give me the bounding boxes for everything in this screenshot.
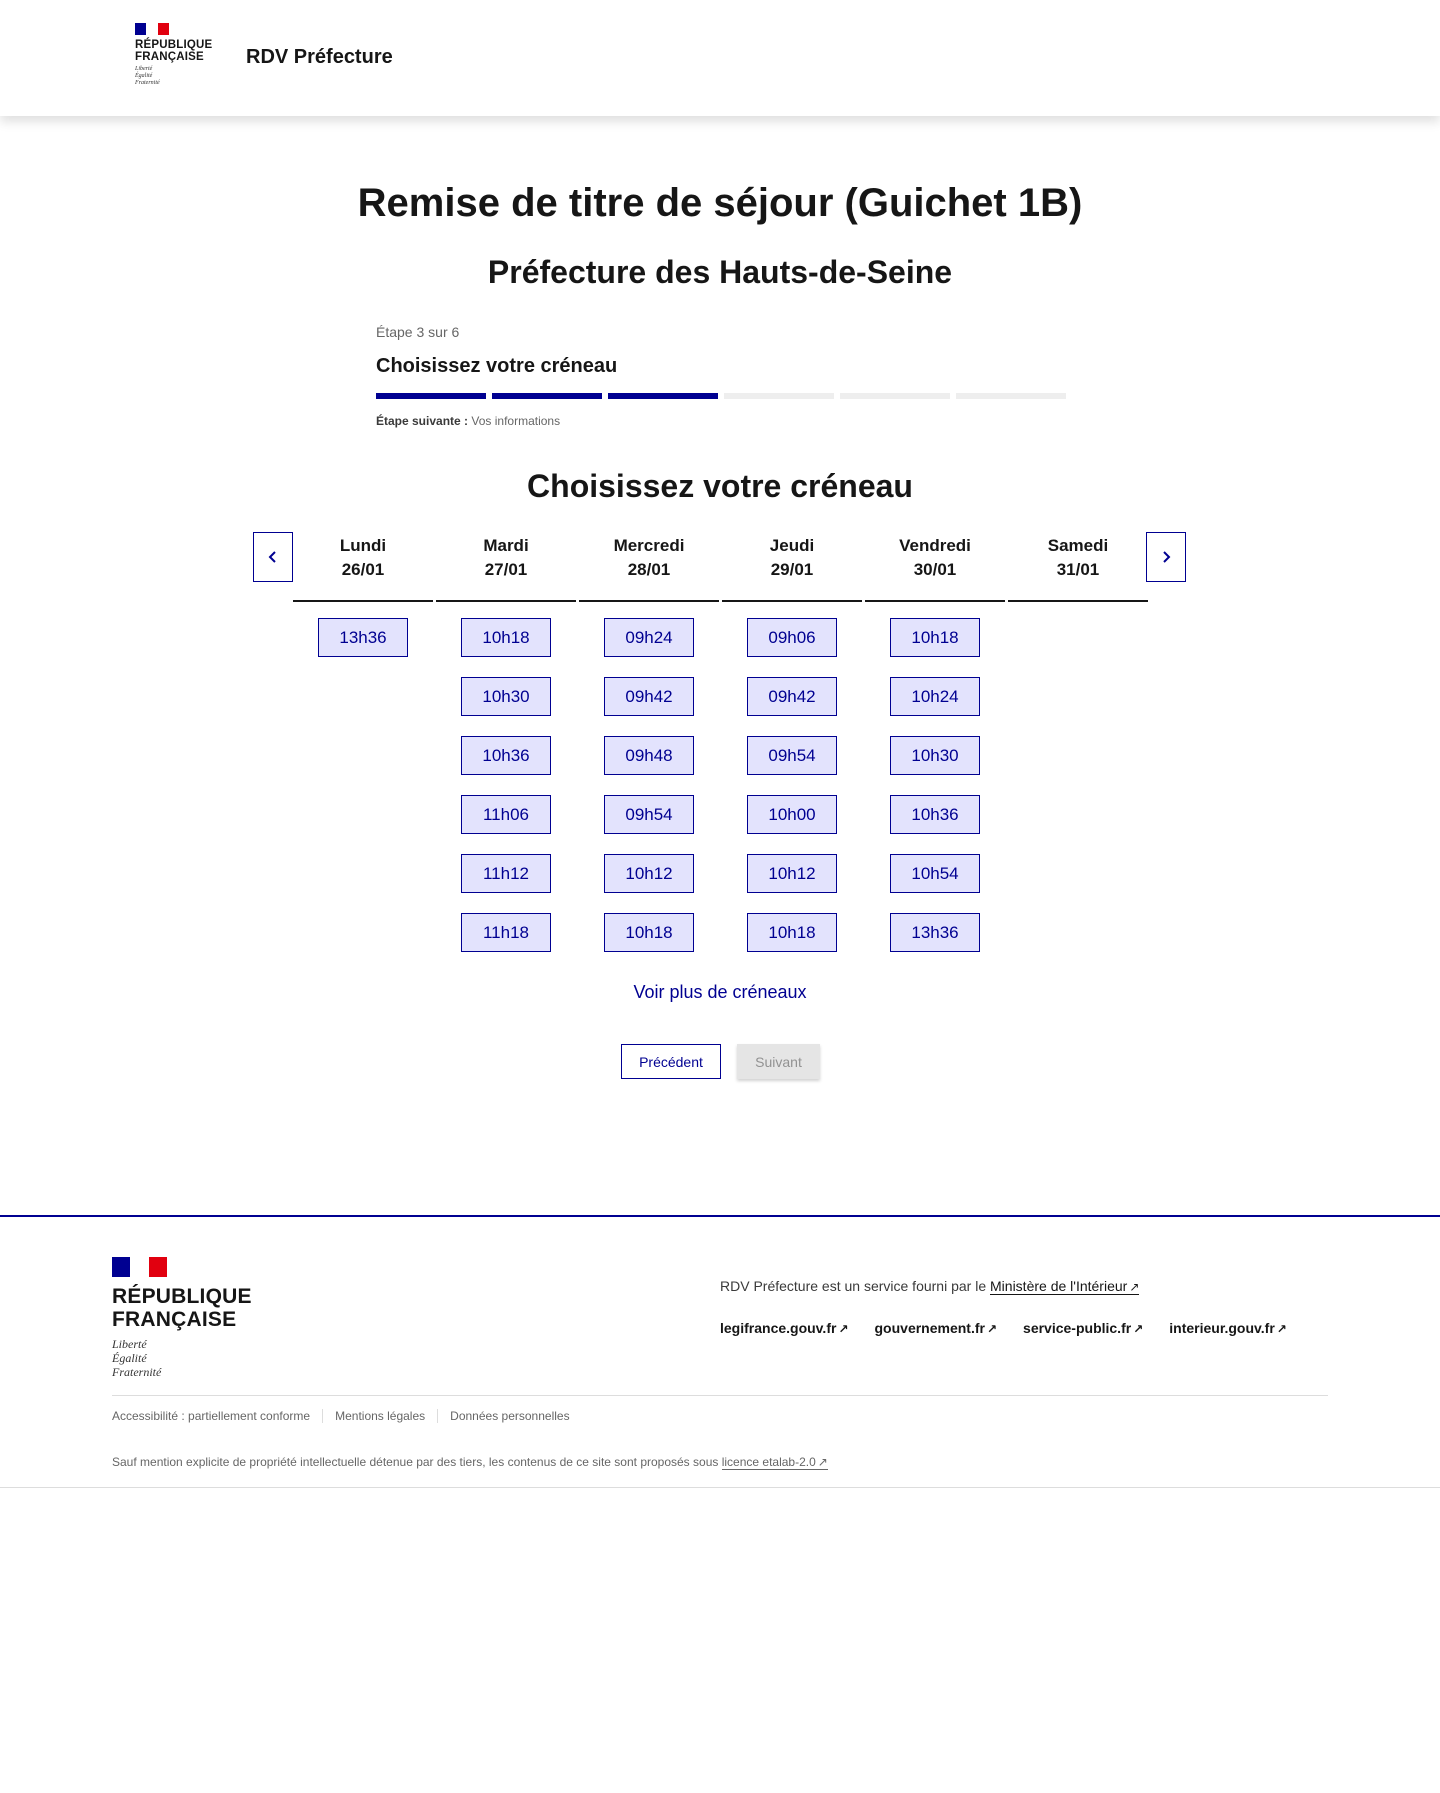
stepper-state: Étape 3 sur 6 xyxy=(376,324,460,340)
stepper-next-value: Vos informations xyxy=(471,414,561,428)
day-name: Mardi xyxy=(483,536,529,555)
time-slot-button[interactable]: 10h36 xyxy=(890,795,980,834)
motto-egalite: Égalité xyxy=(135,73,153,79)
time-slot-button[interactable]: 10h12 xyxy=(747,854,837,893)
day-name: Mercredi xyxy=(613,536,685,555)
day-date: 28/01 xyxy=(627,560,671,579)
time-slot-button[interactable]: 13h36 xyxy=(318,618,408,657)
motto-egalite: Égalité xyxy=(112,1351,147,1365)
header xyxy=(0,0,1440,116)
footer xyxy=(0,1215,1440,1488)
day-date: 29/01 xyxy=(770,560,814,579)
footer-logo-line-2: FRANÇAISE xyxy=(112,1308,237,1331)
day-name: Samedi xyxy=(1047,536,1109,555)
ministere-link-label[interactable]: Ministère de l'Intérieur xyxy=(990,1278,1128,1294)
footer-link-legifrance[interactable] xyxy=(720,1320,849,1336)
motto-fraternite: Fraternité xyxy=(135,80,160,86)
footer-link-gouvernement[interactable] xyxy=(875,1320,998,1336)
day-name: Vendredi xyxy=(899,536,971,555)
footer-logo[interactable] xyxy=(112,1257,252,1379)
day-header xyxy=(293,532,433,602)
more-slots-link-label[interactable]: Voir plus de créneaux xyxy=(633,982,807,1002)
footer-bottom-links xyxy=(112,1409,582,1423)
time-slot-button[interactable]: 10h12 xyxy=(604,854,694,893)
slot-list xyxy=(865,618,1005,952)
footer-motto xyxy=(112,1337,252,1379)
day-column xyxy=(293,532,433,657)
time-slot-button[interactable]: 09h06 xyxy=(747,618,837,657)
time-slot-button[interactable]: 10h18 xyxy=(747,913,837,952)
next-week-button[interactable] xyxy=(1146,532,1186,582)
day-name: Lundi xyxy=(339,536,387,555)
republique-francaise-logo[interactable] xyxy=(135,23,215,87)
time-slot-button[interactable]: 10h36 xyxy=(461,736,551,775)
footer-link-label[interactable]: gouvernement.fr xyxy=(874,1320,985,1336)
time-slot-button[interactable]: 09h42 xyxy=(747,677,837,716)
time-slot-button[interactable]: 10h00 xyxy=(747,795,837,834)
stepper-segment xyxy=(956,393,1066,399)
day-name: Jeudi xyxy=(769,536,815,555)
day-date: 26/01 xyxy=(341,560,385,579)
more-slots-link[interactable] xyxy=(0,982,1440,1003)
previous-week-button[interactable] xyxy=(253,532,293,582)
legal-notice-link[interactable]: Mentions légales xyxy=(322,1409,437,1423)
stepper-segment xyxy=(492,393,602,399)
time-slot-button[interactable]: 11h12 xyxy=(461,854,551,893)
stepper-progress xyxy=(376,393,1066,399)
footer-link-label[interactable]: interieur.gouv.fr xyxy=(1169,1320,1275,1336)
external-link-icon: ↗ xyxy=(817,1455,828,1469)
motto-liberte: Liberté xyxy=(112,1337,147,1351)
license-text: Sauf mention explicite de propriété intellectuelle détenue par des tiers, les contenus de ce site sont proposés sous xyxy=(112,1455,719,1469)
stepper-segment xyxy=(608,393,718,399)
footer-logo-text xyxy=(112,1285,252,1331)
footer-logo-line-1: RÉPUBLIQUE xyxy=(112,1285,252,1308)
footer-links xyxy=(720,1320,1287,1336)
day-header xyxy=(436,532,576,602)
time-slot-button[interactable]: 13h36 xyxy=(890,913,980,952)
logo-line-2: FRANÇAISE xyxy=(135,51,204,63)
motto-liberte: Liberté xyxy=(135,66,153,72)
stepper-next-step xyxy=(376,414,1066,428)
page-subtitle: Préfecture des Hauts-de-Seine xyxy=(487,254,953,290)
time-slot-button[interactable]: 09h24 xyxy=(604,618,694,657)
time-slot-button[interactable]: 10h24 xyxy=(890,677,980,716)
day-column xyxy=(1008,532,1148,618)
time-slot-button[interactable]: 11h18 xyxy=(461,913,551,952)
previous-button[interactable]: Précédent xyxy=(621,1044,721,1079)
stepper-title: Choisissez votre créneau xyxy=(376,355,618,377)
day-column xyxy=(579,532,719,952)
slot-list xyxy=(579,618,719,952)
slot-list xyxy=(293,618,433,657)
external-link-icon: ↗ xyxy=(986,1322,998,1336)
footer-description xyxy=(720,1278,1139,1294)
day-column xyxy=(865,532,1005,952)
time-slot-button[interactable]: 09h54 xyxy=(604,795,694,834)
next-button-disabled[interactable]: Suivant xyxy=(737,1044,820,1079)
logo-line-1: RÉPUBLIQUE xyxy=(135,39,213,51)
time-slot-button[interactable]: 09h54 xyxy=(747,736,837,775)
stepper-segment xyxy=(724,393,834,399)
footer-link-label[interactable]: service-public.fr xyxy=(1023,1320,1132,1336)
license-link[interactable] xyxy=(722,1455,828,1470)
license-link-label[interactable]: licence etalab-2.0 xyxy=(721,1455,816,1469)
stepper-next-label: Étape suivante : xyxy=(376,414,469,428)
day-date: 30/01 xyxy=(913,560,957,579)
time-slot-button[interactable]: 09h48 xyxy=(604,736,694,775)
slot-list xyxy=(436,618,576,952)
slot-list xyxy=(722,618,862,952)
day-header xyxy=(579,532,719,602)
motto xyxy=(135,66,215,87)
calendar-heading: Choisissez votre créneau xyxy=(527,468,913,504)
logo-text xyxy=(135,39,215,63)
time-slot-button[interactable]: 09h42 xyxy=(604,677,694,716)
marianne-flag-icon xyxy=(112,1257,167,1277)
time-slot-button[interactable]: 11h06 xyxy=(461,795,551,834)
external-link-icon: ↗ xyxy=(838,1322,849,1336)
accessibility-link[interactable]: Accessibilité : partiellement conforme xyxy=(112,1409,311,1423)
external-link-icon: ↗ xyxy=(1133,1322,1144,1336)
external-link-icon: ↗ xyxy=(1276,1322,1287,1336)
stepper xyxy=(376,324,1066,428)
day-column xyxy=(436,532,576,952)
external-link-icon: ↗ xyxy=(1129,1280,1140,1294)
chevron-right-icon xyxy=(1159,550,1173,564)
day-date: 31/01 xyxy=(1056,560,1100,579)
footer-license xyxy=(112,1455,828,1469)
time-slot-button[interactable]: 10h30 xyxy=(890,736,980,775)
day-header xyxy=(722,532,862,602)
page-title: Remise de titre de séjour (Guichet 1B) xyxy=(357,181,1083,225)
personal-data-link[interactable]: Données personnelles xyxy=(437,1409,581,1423)
time-slot-button[interactable]: 10h18 xyxy=(890,618,980,657)
day-header xyxy=(865,532,1005,602)
footer-link-interieur[interactable] xyxy=(1169,1320,1287,1336)
time-slot-button[interactable]: 10h18 xyxy=(461,618,551,657)
time-slot-button[interactable]: 10h30 xyxy=(461,677,551,716)
service-name[interactable]: RDV Préfecture xyxy=(246,46,393,68)
day-date: 27/01 xyxy=(484,560,528,579)
footer-link-label[interactable]: legifrance.gouv.fr xyxy=(720,1320,837,1336)
time-slot-button[interactable]: 10h18 xyxy=(604,913,694,952)
ministere-link[interactable] xyxy=(990,1278,1139,1295)
stepper-segment xyxy=(840,393,950,399)
marianne-flag-icon xyxy=(135,23,169,35)
footer-description-text: RDV Préfecture est un service fourni par le xyxy=(720,1278,987,1294)
footer-link-service-public[interactable] xyxy=(1023,1320,1143,1336)
footer-divider xyxy=(112,1395,1328,1396)
time-slot-button[interactable]: 10h54 xyxy=(890,854,980,893)
day-header xyxy=(1008,532,1148,602)
motto-fraternite: Fraternité xyxy=(112,1365,162,1379)
chevron-left-icon xyxy=(266,550,280,564)
day-column xyxy=(722,532,862,952)
stepper-segment xyxy=(376,393,486,399)
